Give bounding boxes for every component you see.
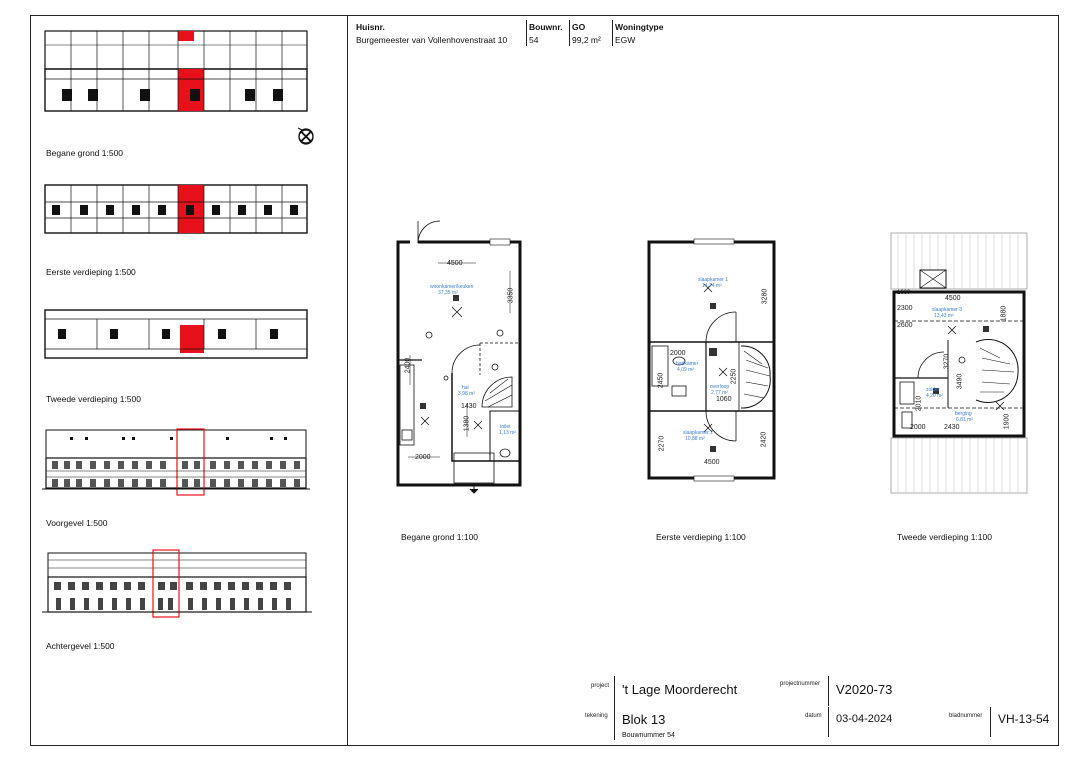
titleblock-sep [614, 676, 615, 708]
plan-title: Tweede verdieping 1:100 [897, 532, 992, 542]
room-name: woonkamer/keuken [430, 284, 474, 290]
type-label: Woningtype [615, 22, 664, 32]
room-area: 1,13 m² [499, 430, 516, 436]
drawing-label: tekening [585, 713, 608, 719]
room-area: 3,98 m² [458, 391, 475, 397]
room-name: hal [462, 385, 469, 391]
north-arrow-icon [295, 125, 317, 147]
room-area: 2,77 m² [711, 390, 728, 396]
go-value: 99,2 m² [572, 35, 601, 45]
room-name: overloop [710, 384, 730, 390]
keyplan-label: Tweede verdieping 1:500 [46, 394, 141, 404]
buildno-value: 54 [529, 35, 539, 45]
room-area: 37,35 m² [438, 290, 458, 296]
dim-label: 2270 [658, 435, 666, 452]
sheet-label: bladnummer [949, 713, 983, 719]
dim-label: 2430 [944, 424, 960, 431]
date-label: datum [805, 713, 822, 719]
header-sep [526, 20, 527, 46]
dim-label: 3280 [761, 288, 769, 305]
keyplan-label: Begane grond 1:500 [46, 148, 124, 158]
dim-label: 4500 [447, 260, 463, 267]
type-value: EGW [615, 35, 636, 45]
project-value: 't Lage Moorderecht [622, 682, 738, 697]
room-name: slaapkamer 1 [698, 277, 729, 283]
floorplan-second [888, 230, 1030, 495]
dim-label: 1660 [897, 290, 911, 296]
drawing-sub: Bouwnummer 54 [622, 732, 675, 739]
room-area: 6,81 m² [956, 417, 973, 423]
keyplan-rear-facade [40, 548, 320, 620]
room-name: slaapkamer 3 [932, 307, 963, 313]
dim-label: 2300 [897, 305, 913, 312]
keyplan-first-floor [40, 180, 320, 240]
titleblock-sep [828, 707, 829, 737]
houseno-label: Huisnr. [356, 22, 385, 32]
keyplan-second-floor [40, 305, 320, 365]
dim-label: 3350 [507, 287, 515, 304]
room-name: zolder [926, 387, 940, 393]
plan-title: Eerste verdieping 1:100 [656, 532, 746, 542]
room-name: badkamer [676, 361, 699, 367]
drawing-value: Blok 13 [622, 712, 666, 727]
projectno-label: projectnummer [780, 681, 821, 687]
dim-label: 2420 [760, 431, 768, 448]
sheet-value: VH-13-54 [998, 712, 1050, 726]
dim-label: 1380 [463, 415, 471, 432]
dim-label: 1060 [716, 396, 732, 403]
room-name: berging [955, 411, 972, 417]
keyplan-front-facade [40, 427, 320, 497]
plan-title: Begane grond 1:100 [401, 532, 479, 542]
keyplan-label: Eerste verdieping 1:500 [46, 267, 136, 277]
titleblock-sep [614, 707, 615, 740]
dim-label: 3490 [956, 373, 964, 390]
room-area: 10,88 m² [685, 436, 705, 442]
dim-label: 4500 [704, 459, 720, 466]
header-sep [569, 20, 570, 46]
houseno-value: Burgemeester van Vollenhovenstraat 10 [356, 35, 508, 45]
dim-label: 3270 [943, 353, 951, 370]
titleblock-sep [990, 707, 991, 737]
room-name: slaapkamer 2 [683, 430, 714, 436]
dim-label: 2010 [915, 395, 923, 412]
dim-label: 1880 [1000, 305, 1008, 322]
titleblock-sep [828, 676, 829, 706]
dim-label: 2400 [404, 357, 412, 374]
room-name: toilet [500, 424, 511, 430]
project-label: project [591, 683, 610, 689]
dim-label: 1430 [461, 403, 477, 410]
header-sep [612, 20, 613, 46]
dim-label: 1900 [1003, 413, 1011, 430]
projectno-value: V2020-73 [836, 682, 893, 697]
sheet-divider [347, 15, 348, 746]
keyplan-label: Achtergevel 1:500 [46, 641, 115, 651]
keyplan-label: Voorgevel 1:500 [46, 518, 108, 528]
dim-label: 4500 [945, 295, 961, 302]
keyplan-ground-floor [40, 25, 320, 120]
go-label: GO [572, 22, 586, 32]
buildno-label: Bouwnr. [529, 22, 563, 32]
dim-label: 2450 [657, 372, 665, 389]
dim-label: 2000 [415, 454, 431, 461]
room-area: 4,09 m² [677, 367, 694, 373]
date-value: 03-04-2024 [836, 713, 893, 725]
dim-label: 2250 [730, 368, 738, 385]
dim-label: 2000 [670, 350, 686, 357]
room-area: 13,43 m² [934, 313, 954, 319]
dim-label: 2000 [910, 424, 926, 431]
room-area: 4,20 m² [926, 393, 943, 399]
dim-label: 2600 [897, 322, 913, 329]
room-area: 14,74 m² [702, 283, 722, 289]
